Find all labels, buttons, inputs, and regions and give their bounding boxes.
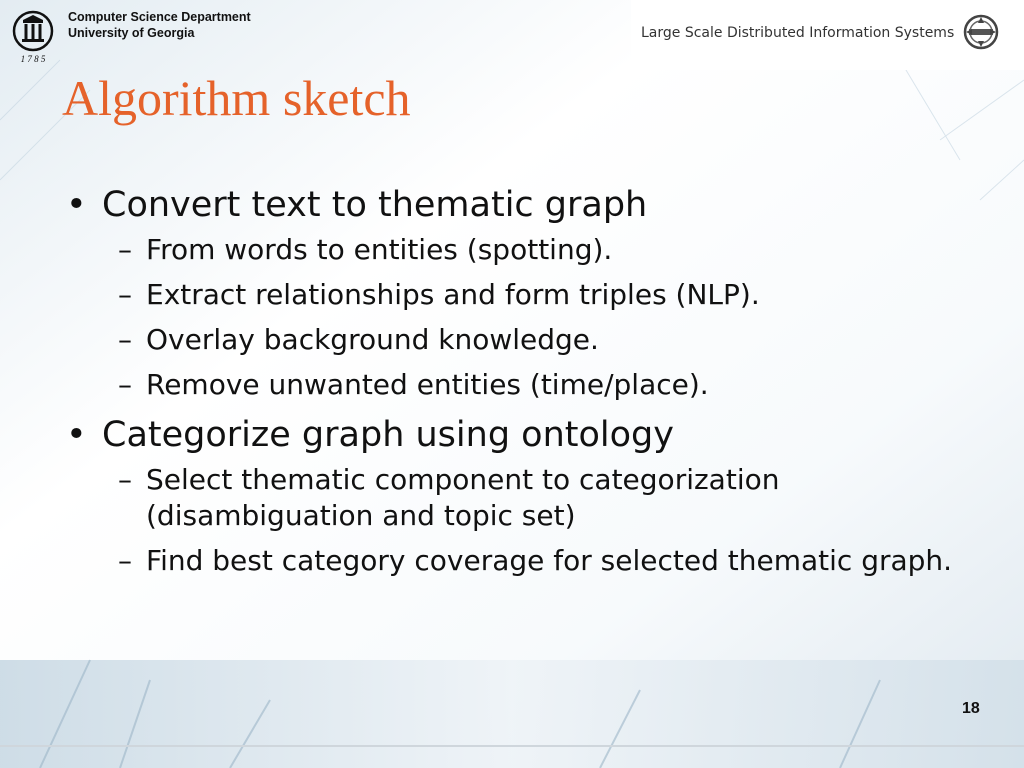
dash-marker: – <box>118 233 132 266</box>
sub-bullet-item <box>116 367 966 403</box>
sub-bullet-text: Select thematic component to categorization (disambiguation and topic set) <box>146 463 780 532</box>
sub-bullet-list <box>116 462 966 579</box>
sub-bullet-text: Extract relationships and form triples (NLP). <box>146 278 760 311</box>
sub-bullet-text: From words to entities (spotting). <box>146 233 613 266</box>
globe-logo-icon <box>963 14 999 50</box>
bullet-list <box>66 182 966 588</box>
sub-bullet-text: Overlay background knowledge. <box>146 323 599 356</box>
slide-title: Algorithm sketch <box>62 70 411 126</box>
sub-bullet-item <box>116 462 966 534</box>
dash-marker: – <box>118 278 132 311</box>
dash-marker: – <box>118 544 132 577</box>
dash-marker: – <box>118 323 132 356</box>
dash-marker: – <box>118 463 132 496</box>
sub-bullet-list <box>116 232 966 403</box>
bullet-text: Categorize graph using ontology <box>102 415 674 455</box>
bullet-item <box>66 182 966 228</box>
dash-marker: – <box>118 368 132 401</box>
department-block <box>68 9 251 41</box>
sub-bullet-item <box>116 322 966 358</box>
sub-bullet-text: Find best category coverage for selected thematic graph. <box>146 544 953 577</box>
department-name: Computer Science Department <box>68 10 251 24</box>
course-title: Large Scale Distributed Information Systems <box>641 25 955 41</box>
sub-bullet-item <box>116 543 966 579</box>
arch-logo-icon <box>10 10 56 66</box>
bullet-item <box>66 412 966 458</box>
bullet-marker: • <box>66 185 87 225</box>
page-number: 18 <box>962 700 980 717</box>
university-name: University of Georgia <box>68 26 195 40</box>
bullet-marker: • <box>66 415 87 455</box>
bullet-text: Convert text to thematic graph <box>102 185 648 225</box>
course-header <box>631 0 1024 70</box>
footer-divider <box>0 745 1024 747</box>
logo-year: 1 7 8 5 <box>20 54 46 64</box>
sub-bullet-item <box>116 232 966 268</box>
sub-bullet-text: Remove unwanted entities (time/place). <box>146 368 709 401</box>
sub-bullet-item <box>116 277 966 313</box>
